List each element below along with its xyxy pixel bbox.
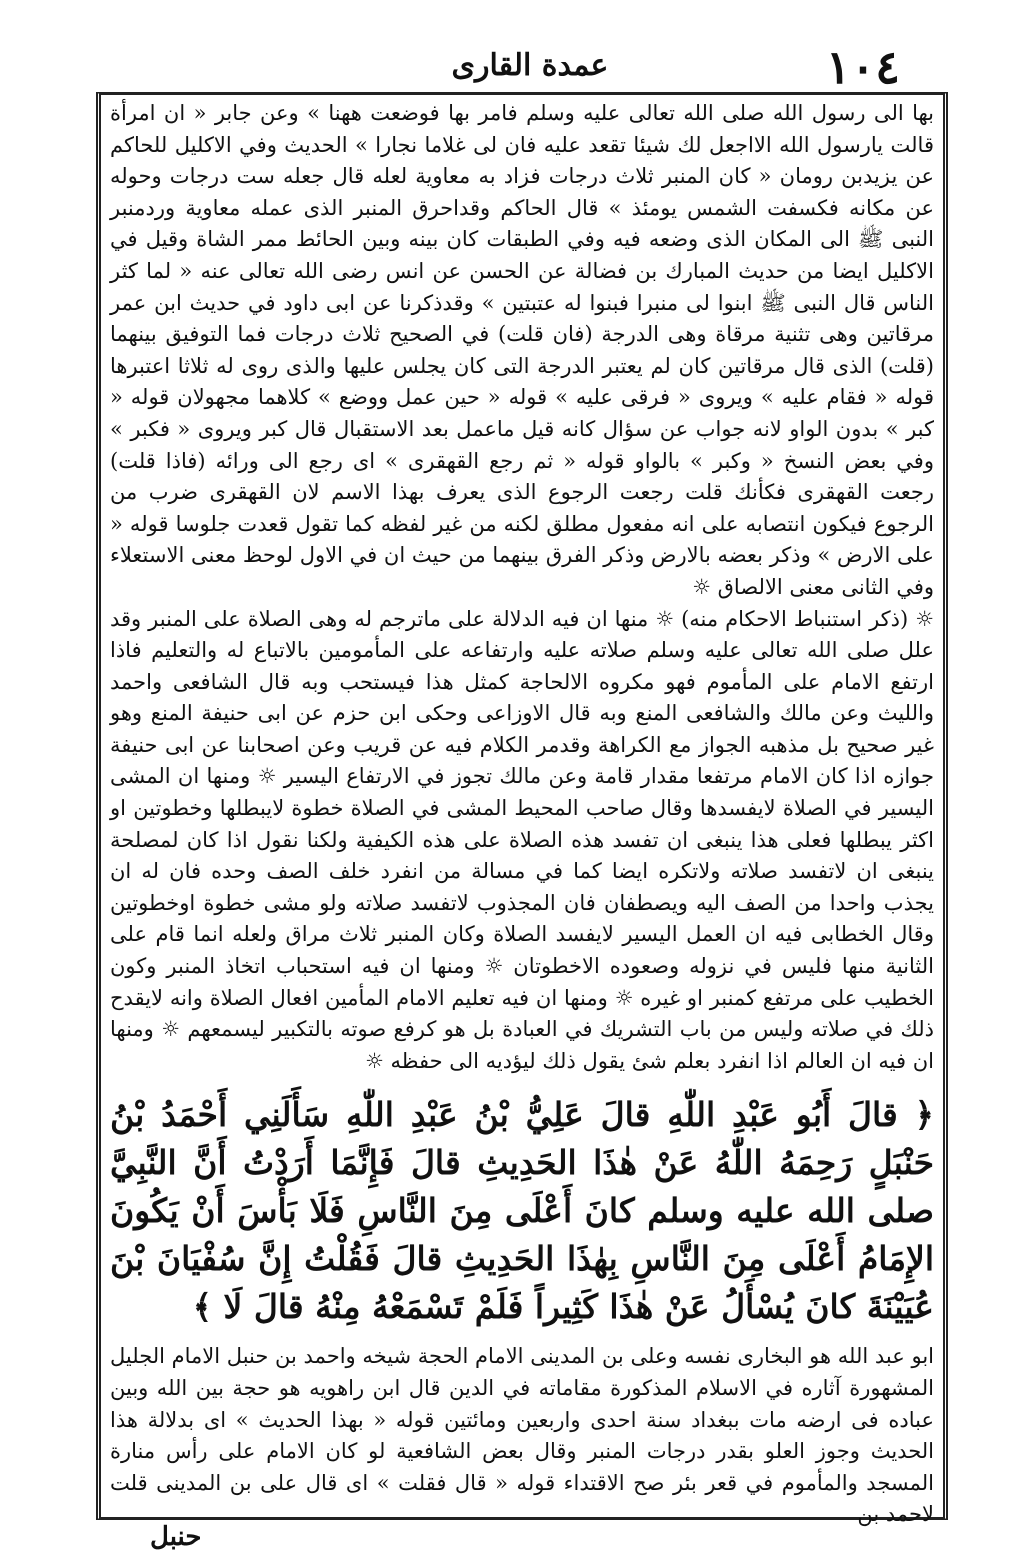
running-title: عمدة القارى xyxy=(451,48,609,83)
catchword: حنبل xyxy=(150,1522,202,1552)
page-number: ١٠٤ xyxy=(825,40,900,94)
page-header xyxy=(110,36,930,96)
commentary-paragraph-3: ابو عبد الله هو البخارى نفسه وعلى بن المدينى الامام الحجة شيخه واحمد بن حنبل الامام الجليل المشهورة آثاره في الاسلام المذكورة مقاماته في الدين قال ابن راهويه هو حجة بين الله وبين عباده فى ارضه مات ببغداد سنة احدى واربعين ومائتين قوله « بهذا الحديث » اى بدلالة هذا الحديث وجوز العلو بقدر درجات المنبر وقال بعض الشافعية لو كان الامام على رأس منارة المسجد والمأموم في قعر بئر صح الاقتداء قوله « قال فقلت » اى قال على بن المدينى قلت لاحمد بن xyxy=(110,1344,934,1527)
commentary-paragraph-1: بها الى رسول الله صلى الله تعالى عليه وسلم فامر بها فوضعت ههنا » وعن جابر « ان امرأة قالت يارسول الله الااجعل لك شيئا تقعد عليه فان لى غلاما نجارا » الحديث وفي الاكليل للحاكم عن يزيدبن رومان « كان المنبر ثلاث درجات فزاد به معاوية لعله قال جعله ست درجات وحوله عن مكانه فكسفت الشمس يومئذ » قال الحاكم وقداحرق المنبر الذى عمله معاوية وردمنبر النبى ﷺ الى المكان الذى وضعه فيه وفي الطبقات كان بينه وبين الحائط ممر الشاة وقيل في الاكليل ايضا من حديث المبارك بن فضالة عن الحسن عن انس رضى الله تعالى عنه « لما كثر الناس قال النبى ﷺ ابنوا لى منبرا فبنوا له عتبتين » وقدذكرنا عن ابى داود في حديث ابن عمر مرقاتين وهى تثنية مرقاة وهى الدرجة (فان قلت) في الصحيح ثلاث درجات فما التوفيق بينهما (قلت) الذى قال مرقاتين كان لم يعتبر الدرجة التى كان يجلس عليها والذى روى له ثلاثا اعتبرها قوله « فقام عليه » ويروى « فرقى عليه » قوله « حين عمل ووضع » كلاهما مجهولان قوله « كبر » بدون الواو لانه جواب عن سؤال كانه قيل ماعمل بعد الاستقبال قال كبر ويروى « فكبر » وفي بعض النسخ « وكبر » بالواو قوله « ثم رجع القهقرى » اى رجع الى ورائه (فاذا قلت) رجعت القهقرى فكأنك قلت رجعت الرجوع الذى يعرف بهذا الاسم لان القهقرى ضرب من الرجوع فيكون انتصابه على انه مفعول مطلق لكنه من غير لفظه كما تقول قعدت جلوسا قوله « على الارض » وذكر بعضه بالارض وذكر الفرق بينهما من حيث ان في الاول لوحظ معنى الاستعلاء وفي الثانى معنى الالصاق ☼ xyxy=(110,101,934,599)
main-text xyxy=(110,98,934,1527)
commentary-paragraph-2: ☼ (ذكر استنباط الاحكام منه) ☼ منها ان فيه الدلالة على ماترجم له وهى الصلاة على المنبر وقد علل صلى الله تعالى عليه وسلم صلاته عليه وارتفاعه على المأمومين بالاتباع له والتعليم فاذا ارتفع الامام على المأموم فهو مكروه الالحاجة كمثل هذا فيستحب وبه قال الشافعى واحمد والليث وعن مالك والشافعى المنع وبه قال الاوزاعى وحكى ابن حزم عن ابى حنيفة المنع وهو غير صحيح بل مذهبه الجواز مع الكراهة وقدمر الكلام فيه عن قريب وعن اصحابنا عن ابى حنيفة جوازه اذا كان الامام مرتفعا مقدار قامة وعن مالك تجوز في الارتفاع اليسير ☼ ومنها ان المشى اليسير في الصلاة لايفسدها وقال صاحب المحيط المشى في الصلاة خطوة لايبطلها وخطوتين او اكثر يبطلها فعلى هذا ينبغى ان تفسد هذه الصلاة على هذه الكيفية ولكنا نقول اذا كان لمصلحة ينبغى ان لاتفسد صلاته ولاتكره ايضا كما في مسالة من انفرد خلف الصف وحده فان له ان يجذب واحدا من الصف اليه ويصطفان فان المجذوب لاتفسد صلاته ولو مشى خطوة اوخطوتين وقال الخطابى فيه ان العمل اليسير لايفسد الصلاة وكان المنبر ثلاث مراق ولعله انما قام على الثانية منها فليس في نزوله وصعوده الاخطوتان ☼ ومنها ان فيه استحباب اتخاذ المنبر وكون الخطيب على مرتفع كمنبر او غيره ☼ ومنها ان فيه تعليم الامام المأمين افعال الصلاة وانه لايقدح ذلك في صلاته وليس من باب التشريك في العبادة بل هو كرفع صوته بالتكبير ليسمعهم ☼ ومنها ان فيه ان العالم اذا انفرد بعلم شئ يقول ذلك ليؤديه الى حفظه ☼ xyxy=(110,606,934,1073)
hadith-text: ﴿ قالَ أَبُو عَبْدِ اللّٰهِ قالَ عَلِيُّ بْنُ عَبْدِ اللّٰهِ سَأَلَنِي أَحْمَدُ بْنُ حَنْبَلٍ رَحِمَهُ اللّٰهُ عَنْ هٰذَا الحَدِيثِ قالَ فَإِنَّمَا أَرَدْتُ أَنَّ النَّبِيَّ صلى الله عليه وسلم كانَ أَعْلَى مِنَ النَّاسِ فَلَا بَأْسَ أَنْ يَكُونَ الإِمَامُ أَعْلَى مِنَ النَّاسِ بِهٰذَا الحَدِيثِ قالَ فَقُلْتُ إِنَّ سُفْيَانَ بْنَ عُيَيْنَةَ كانَ يُسْأَلُ عَنْ هٰذَا كَثِيراً فَلَمْ تَسْمَعْهُ مِنْهُ قالَ لَا ﴾ xyxy=(110,1095,934,1327)
